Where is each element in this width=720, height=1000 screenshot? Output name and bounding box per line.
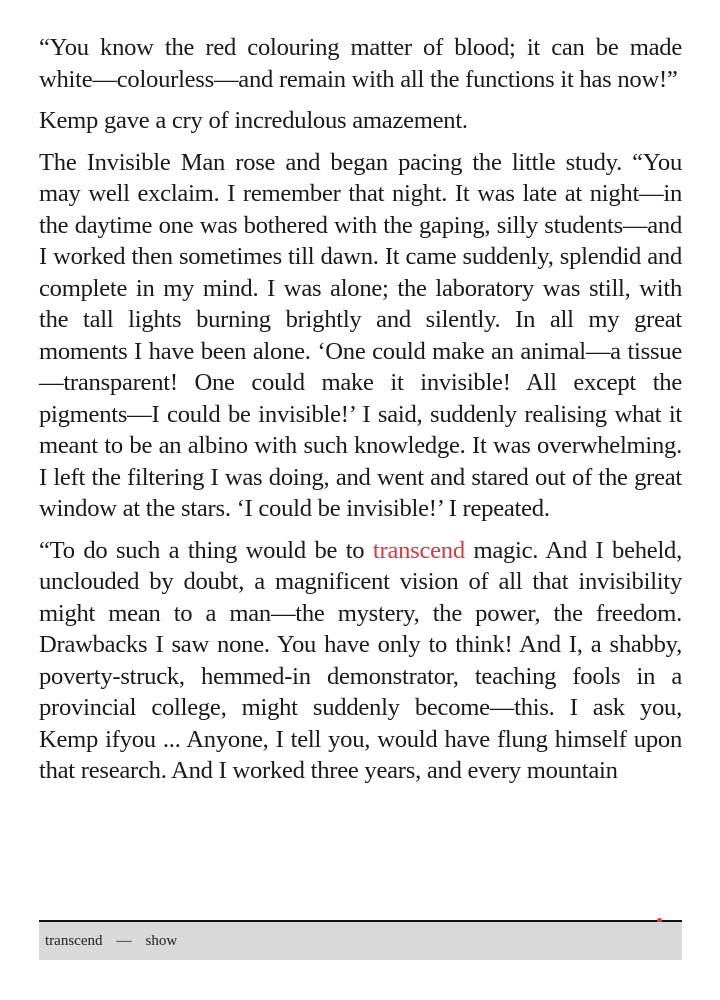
highlighted-word[interactable]: transcend bbox=[372, 536, 465, 564]
paragraph-4-text-before: “To do such a thing would be to bbox=[39, 536, 373, 564]
paragraph-3 bbox=[39, 147, 682, 525]
paragraph-2 bbox=[39, 105, 682, 137]
paragraph-1 bbox=[39, 32, 682, 95]
paragraph-4 bbox=[39, 535, 682, 787]
gloss-bar bbox=[39, 922, 682, 960]
gloss-meaning: show bbox=[145, 932, 178, 949]
paragraph-1-text: “You know the red colouring matter of blood; it can be made white—colourless—and remain with all the functions it has now!” bbox=[39, 34, 682, 93]
gloss-separator: — bbox=[116, 932, 132, 949]
gloss-word: transcend bbox=[45, 932, 103, 949]
paragraph-3-text: The Invisible Man rose and began pacing the little study. “You may well exclaim. I remember that night. It was late at night—in the daytime one was bothered with the gaping, silly students—and I worked then sometimes till dawn. It came suddenly, splendid and complete in my mind. I was alone; the laboratory was still, with the tall lights burning brightly and silently. In all my great moments I have been alone. ‘One could make an animal—a tissue—transparent! One could make it invisible! All except the pigments—I could be invisible!’ I said, suddenly realising what it meant to be an albino with such knowledge. It was overwhelming. I left the filtering I was doing, and went and stared out of the great window at the stars. ‘I could be invisible!’ I repeated. bbox=[39, 148, 682, 522]
paragraph-4-text-after: magic. And I beheld, unclouded by doubt, a magnificent vision of all that invisibility might mean to a man—the mystery, the power, the freedom. Drawbacks I saw none. You have only to think! And I, a shabby, poverty-struck, hemmed-in demonstrator, teaching fools in a provincial college, might suddenly become—this. I ask you, Kemp ifyou ... Anyone, I tell you, would have flung himself upon that research. And I worked three years, and every mountain bbox=[39, 536, 682, 784]
reading-pane bbox=[39, 32, 682, 797]
paragraph-2-text: Kemp gave a cry of incredulous amazement. bbox=[39, 107, 468, 134]
